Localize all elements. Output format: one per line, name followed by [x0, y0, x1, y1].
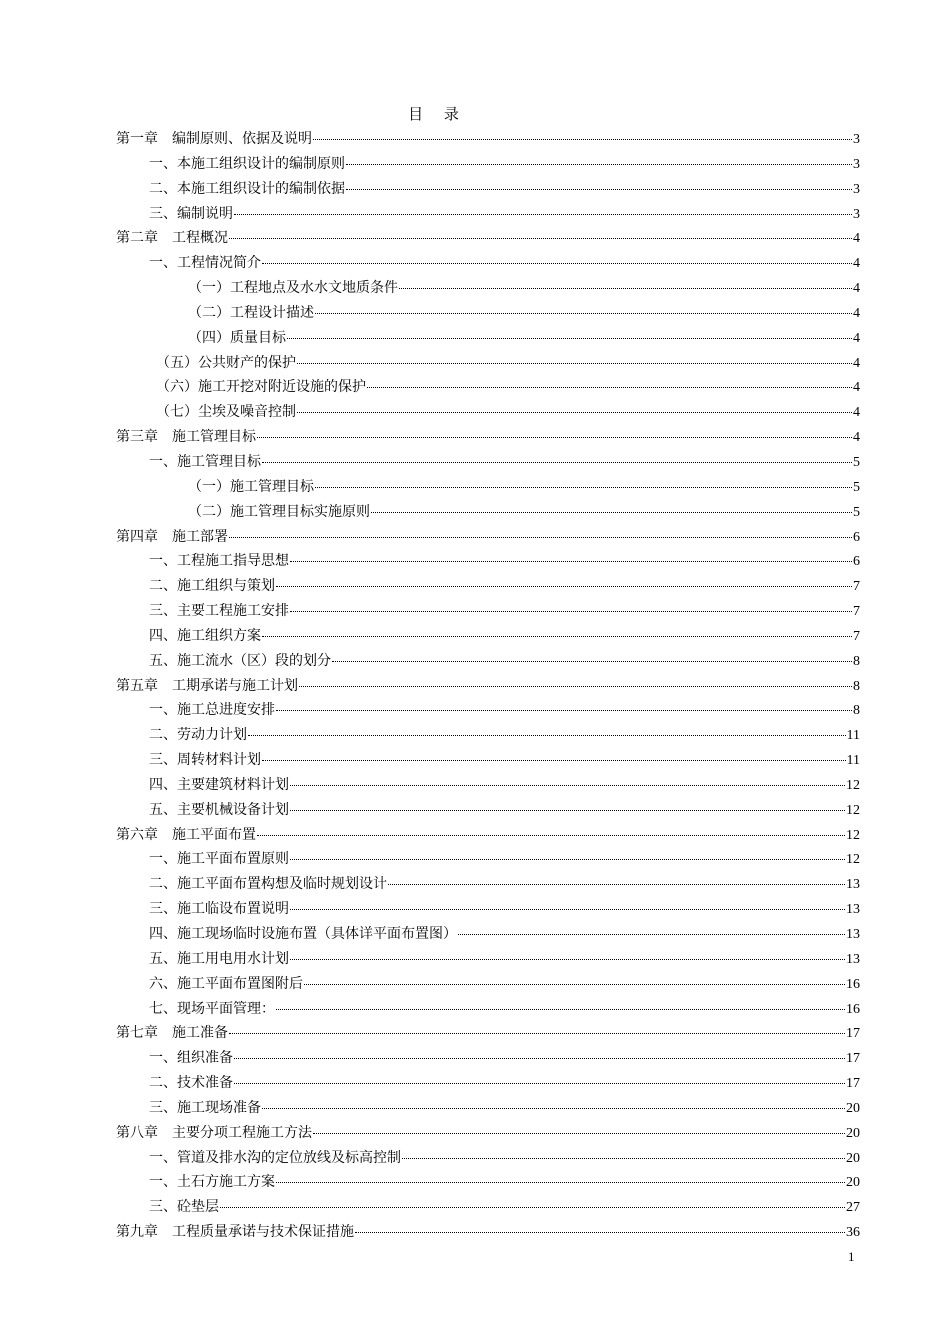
toc-entry-page: 4	[853, 330, 860, 346]
toc-entry[interactable]	[116, 997, 860, 1022]
toc-entry-label: 五、施工用电用水计划	[149, 950, 289, 967]
toc-entry-page: 8	[853, 653, 860, 669]
toc-entry-label: 二、施工平面布置构想及临时规划设计	[149, 876, 387, 893]
toc-entry-label: 五、主要机械设备计划	[149, 801, 289, 818]
toc-entry[interactable]	[116, 1170, 860, 1195]
toc-leader-dots	[402, 1158, 845, 1159]
toc-entry-page: 12	[846, 827, 860, 843]
toc-leader-dots	[262, 1108, 845, 1109]
toc-entry-page: 11	[846, 728, 860, 744]
toc-leader-dots	[290, 561, 852, 562]
toc-entry-page: 4	[853, 305, 860, 321]
toc-entry-page: 4	[853, 281, 860, 297]
toc-entry-page: 12	[846, 852, 860, 868]
toc-entry-page: 7	[853, 628, 860, 644]
toc-entry[interactable]	[116, 847, 860, 872]
toc-entry-page: 4	[853, 231, 860, 247]
toc-entry-page: 20	[846, 1175, 860, 1191]
toc-entry-page: 4	[853, 256, 860, 272]
toc-entry-page: 17	[846, 1026, 860, 1042]
toc-leader-dots	[287, 338, 852, 339]
toc-entry[interactable]	[116, 972, 860, 997]
toc-entry-label: （二）工程设计描述	[188, 304, 314, 321]
toc-leader-dots	[229, 238, 852, 239]
toc-entry-page: 5	[853, 454, 860, 470]
toc-entry-page: 20	[846, 1125, 860, 1141]
toc-entry[interactable]	[116, 549, 860, 574]
toc-entry[interactable]	[116, 1121, 860, 1146]
toc-entry-label: 一、施工平面布置原则	[149, 851, 289, 868]
toc-leader-dots	[355, 1232, 845, 1233]
toc-entry-label: 二、劳动力计划	[149, 727, 247, 744]
toc-entry-label: 七、现场平面管理：	[149, 1000, 275, 1017]
toc-leader-dots	[234, 1058, 845, 1059]
toc-entry-label: 二、本施工组织设计的编制依据	[149, 180, 345, 197]
toc-entry-page: 4	[853, 380, 860, 396]
toc-leader-dots	[297, 363, 852, 364]
toc-entry-page: 6	[853, 529, 860, 545]
toc-entry[interactable]	[116, 375, 860, 400]
toc-entry[interactable]	[116, 574, 860, 599]
toc-entry[interactable]	[116, 1096, 860, 1121]
toc-entry-page: 13	[846, 927, 860, 942]
toc-leader-dots	[257, 437, 852, 438]
toc-entry-page: 5	[853, 479, 860, 495]
toc-entry[interactable]	[116, 177, 860, 202]
toc-entry[interactable]	[116, 1021, 860, 1046]
toc-entry-label: 三、编制说明	[149, 205, 233, 222]
toc-entry[interactable]	[116, 1195, 860, 1220]
toc-entry-label: （一）施工管理目标	[188, 478, 314, 495]
toc-entry-page: 16	[846, 1001, 860, 1017]
toc-leader-dots	[346, 164, 852, 165]
toc-entry[interactable]	[116, 475, 860, 500]
toc-entry[interactable]	[116, 226, 860, 251]
toc-entry-label: 三、施工现场准备	[149, 1099, 261, 1116]
toc-entry[interactable]	[116, 152, 860, 177]
toc-entry[interactable]	[116, 127, 860, 152]
toc-entry[interactable]	[116, 525, 860, 550]
toc-leader-dots	[276, 1009, 845, 1010]
toc-entry-label: 二、技术准备	[149, 1075, 233, 1092]
toc-entry-label: （一）工程地点及水水文地质条件	[188, 280, 398, 297]
toc-entry-label: 一、工程情况简介	[149, 255, 261, 272]
toc-leader-dots	[262, 760, 846, 761]
toc-leader-dots	[458, 934, 845, 935]
toc-entry-label: 一、管道及排水沟的定位放线及标高控制	[149, 1149, 401, 1166]
toc-entry-label: 一、施工管理目标	[149, 453, 261, 470]
toc-entry-label: 二、施工组织与策划	[149, 578, 275, 595]
toc-leader-dots	[262, 636, 852, 637]
toc-entry[interactable]	[116, 326, 860, 351]
toc-leader-dots	[346, 189, 852, 190]
toc-entry-label: 四、施工现场临时设施布置（具体详平面布置图）	[149, 926, 457, 942]
toc-entry-label: 第九章 工程质量承诺与技术保证措施	[116, 1224, 354, 1241]
toc-leader-dots	[248, 735, 846, 736]
toc-leader-dots	[313, 139, 852, 140]
toc-leader-dots	[220, 1207, 845, 1208]
toc-leader-dots	[371, 512, 852, 513]
toc-entry-page: 5	[853, 504, 860, 520]
toc-entry-page: 16	[846, 976, 860, 992]
toc-entry[interactable]	[116, 649, 860, 674]
toc-entry-page: 20	[846, 1100, 860, 1116]
toc-entry-label: 五、施工流水（区）段的划分	[149, 652, 331, 669]
table-of-contents	[116, 127, 860, 1245]
toc-entry-label: 三、周转材料计划	[149, 752, 261, 769]
toc-entry-label: 第四章 施工部署	[116, 528, 228, 545]
toc-entry-label: 一、施工总进度安排	[149, 702, 275, 719]
toc-entry-page: 27	[846, 1200, 860, 1216]
toc-leader-dots	[290, 909, 845, 910]
toc-entry-label: 六、施工平面布置图附后	[149, 975, 303, 992]
toc-entry-page: 17	[846, 1051, 860, 1067]
toc-leader-dots	[234, 214, 852, 215]
toc-entry[interactable]	[116, 500, 860, 525]
toc-entry-page: 3	[853, 206, 860, 222]
toc-entry-page: 3	[853, 132, 860, 147]
toc-leader-dots	[304, 984, 845, 985]
toc-entry-page: 20	[846, 1150, 860, 1166]
toc-entry[interactable]	[116, 450, 860, 475]
toc-entry-label: 第七章 施工准备	[116, 1025, 228, 1042]
toc-entry[interactable]	[116, 1071, 860, 1096]
toc-entry-page: 13	[846, 951, 860, 967]
toc-entry[interactable]	[116, 624, 860, 649]
toc-entry-label: 第三章 施工管理目标	[116, 429, 256, 446]
toc-leader-dots	[290, 785, 845, 786]
toc-entry[interactable]	[116, 599, 860, 624]
toc-leader-dots	[315, 313, 852, 314]
toc-entry-label: 第五章 工期承诺与施工计划	[116, 677, 298, 694]
toc-entry[interactable]	[116, 301, 860, 326]
toc-entry-page: 12	[846, 802, 860, 818]
toc-entry[interactable]	[116, 1220, 860, 1245]
toc-entry-page: 8	[853, 703, 860, 719]
toc-entry-label: 四、主要建筑材料计划	[149, 776, 289, 793]
toc-leader-dots	[290, 959, 845, 960]
toc-entry-page: 13	[846, 902, 860, 918]
toc-entry-label: （五）公共财产的保护	[156, 354, 296, 371]
toc-entry[interactable]	[116, 674, 860, 699]
toc-entry-label: 三、主要工程施工安排	[149, 603, 289, 620]
toc-entry[interactable]	[116, 823, 860, 848]
toc-entry-label: 三、砼垫层	[149, 1199, 219, 1216]
toc-entry-page: 3	[853, 156, 860, 172]
toc-leader-dots	[262, 462, 852, 463]
toc-leader-dots	[299, 686, 852, 687]
page-number: 1	[848, 1249, 855, 1264]
toc-leader-dots	[276, 586, 852, 587]
toc-entry-label: 第八章 主要分项工程施工方法	[116, 1124, 312, 1141]
toc-leader-dots	[367, 387, 852, 388]
toc-entry[interactable]	[116, 872, 860, 897]
toc-entry-page: 7	[853, 604, 860, 620]
toc-entry[interactable]	[116, 351, 860, 376]
toc-entry-label: （七）尘埃及噪音控制	[156, 404, 296, 421]
toc-entry[interactable]	[116, 276, 860, 301]
toc-entry-label: 一、本施工组织设计的编制原则	[149, 155, 345, 172]
toc-entry[interactable]	[116, 773, 860, 798]
toc-entry[interactable]	[116, 748, 860, 773]
toc-entry-page: 12	[846, 777, 860, 793]
toc-entry-page: 7	[853, 579, 860, 595]
toc-leader-dots	[297, 412, 852, 413]
toc-entry[interactable]	[116, 798, 860, 823]
toc-entry-label: 一、组织准备	[149, 1050, 233, 1067]
toc-entry[interactable]	[116, 202, 860, 227]
toc-leader-dots	[332, 661, 852, 662]
toc-entry-page: 36	[846, 1225, 860, 1241]
toc-leader-dots	[234, 1083, 845, 1084]
toc-leader-dots	[388, 884, 845, 885]
toc-entry-page: 17	[846, 1076, 860, 1092]
toc-entry-page: 11	[846, 753, 860, 769]
toc-entry[interactable]	[116, 947, 860, 972]
toc-entry-page: 3	[853, 181, 860, 197]
toc-entry-page: 6	[853, 554, 860, 570]
toc-entry-label: 第六章 施工平面布置	[116, 826, 256, 843]
toc-entry-label: （四）质量目标	[188, 329, 286, 346]
toc-entry-label: 一、土石方施工方案	[149, 1174, 275, 1191]
toc-entry-label: 第一章 编制原则、依据及说明	[116, 131, 312, 147]
toc-leader-dots	[399, 288, 852, 289]
toc-leader-dots	[229, 537, 852, 538]
toc-entry-page: 13	[846, 877, 860, 893]
toc-entry[interactable]	[116, 1146, 860, 1171]
toc-leader-dots	[290, 810, 845, 811]
toc-leader-dots	[290, 859, 845, 860]
toc-entry-label: （二）施工管理目标实施原则	[188, 503, 370, 520]
toc-entry[interactable]	[116, 1046, 860, 1071]
toc-entry-label: 一、工程施工指导思想	[149, 553, 289, 570]
toc-leader-dots	[229, 1033, 845, 1034]
toc-entry[interactable]	[116, 723, 860, 748]
toc-entry[interactable]	[116, 400, 860, 425]
toc-leader-dots	[262, 263, 852, 264]
toc-entry-label: 三、施工临设布置说明	[149, 901, 289, 918]
toc-leader-dots	[276, 710, 852, 711]
toc-leader-dots	[276, 1182, 845, 1183]
toc-entry[interactable]	[116, 922, 860, 947]
toc-leader-dots	[315, 487, 852, 488]
toc-entry-page: 4	[853, 405, 860, 421]
toc-entry-page: 4	[853, 355, 860, 371]
toc-leader-dots	[290, 611, 852, 612]
toc-entry-label: （六）施工开挖对附近设施的保护	[156, 379, 366, 396]
toc-title: 目 录	[408, 105, 467, 123]
toc-entry-label: 四、施工组织方案	[149, 627, 261, 644]
toc-leader-dots	[313, 1133, 845, 1134]
toc-entry-page: 4	[853, 430, 860, 446]
toc-entry-page: 8	[853, 678, 860, 694]
toc-entry[interactable]	[116, 251, 860, 276]
toc-entry-label: 第二章 工程概况	[116, 230, 228, 247]
toc-entry[interactable]	[116, 698, 860, 723]
toc-leader-dots	[257, 835, 845, 836]
toc-entry[interactable]	[116, 425, 860, 450]
toc-entry[interactable]	[116, 897, 860, 922]
